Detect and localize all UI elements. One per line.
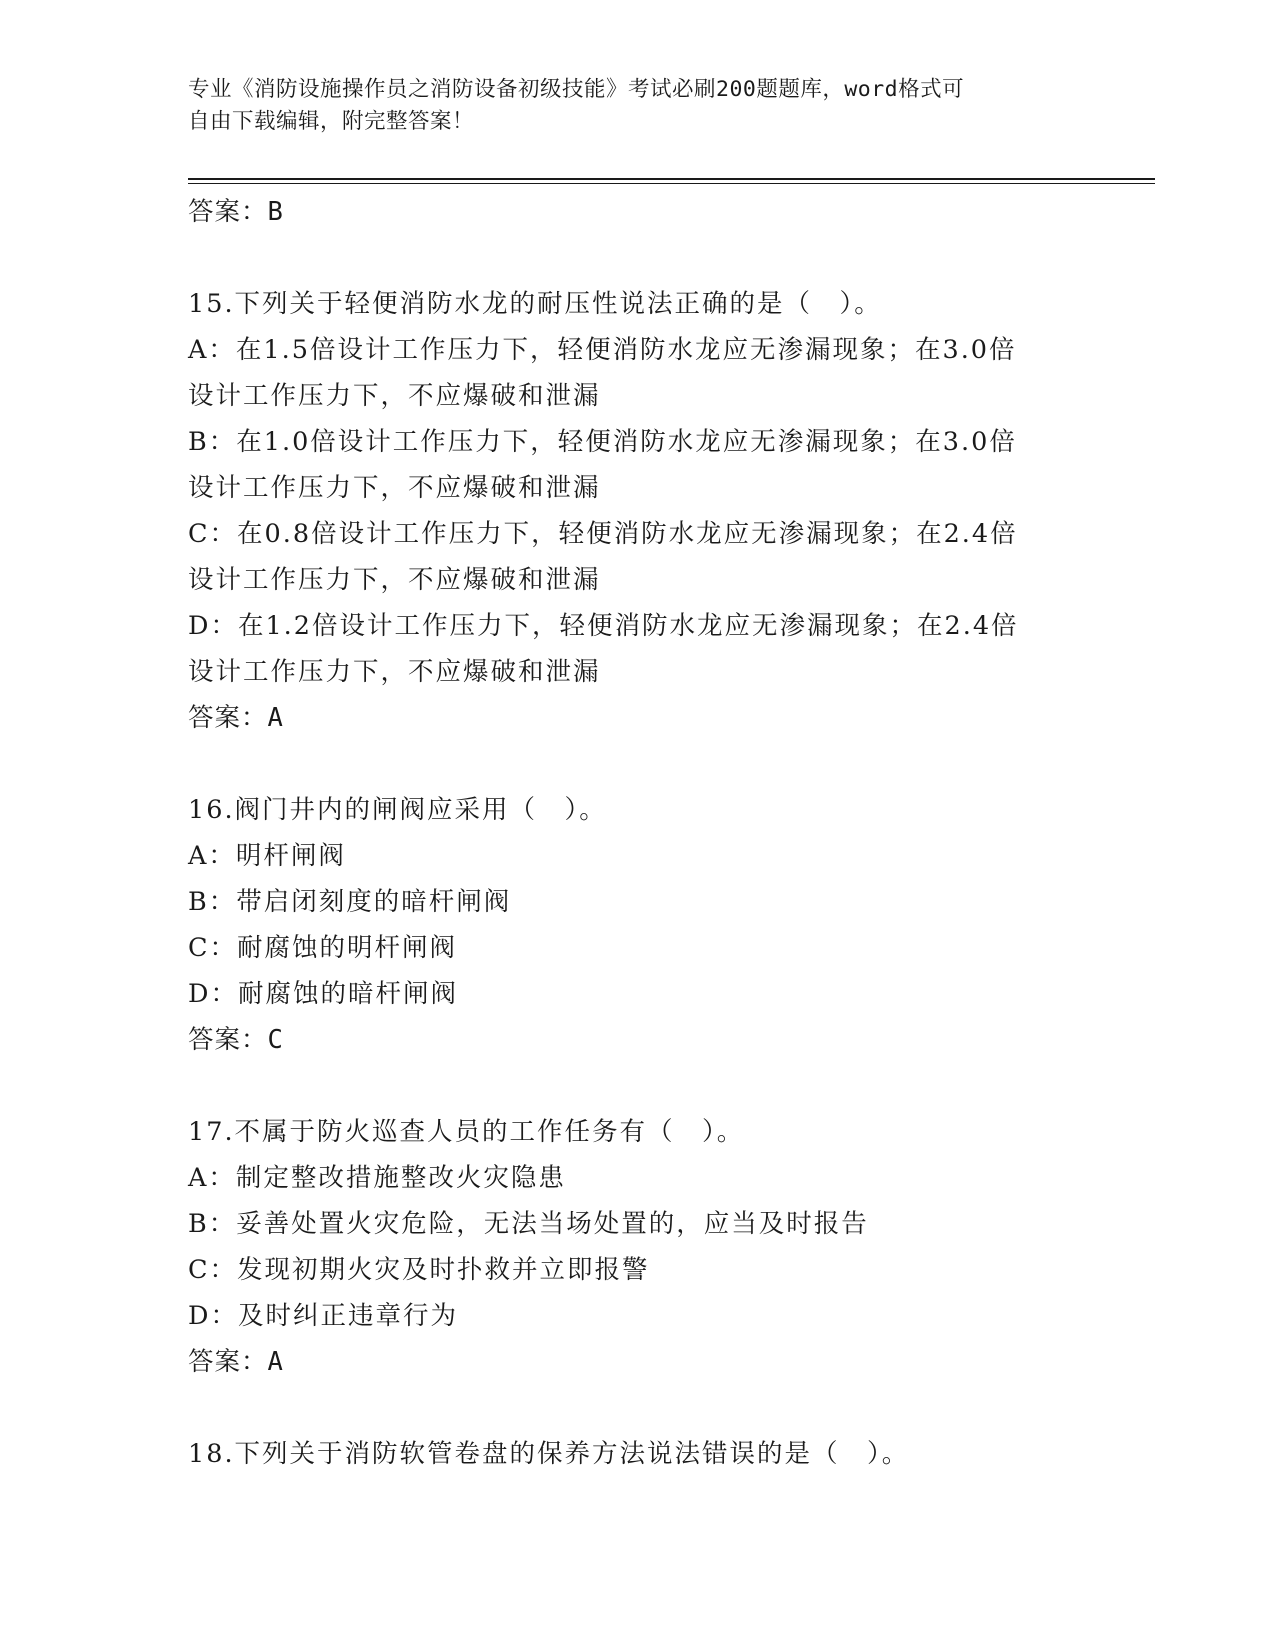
header-line-2: 自由下载编辑，附完整答案！ bbox=[188, 109, 475, 134]
option-a: A：制定整改措施整改火灾隐患 bbox=[188, 1163, 566, 1193]
option-c: C：发现初期火灾及时扑救并立即报警 bbox=[188, 1255, 650, 1285]
question-stem: 17.不属于防火巡查人员的工作任务有（ ）。 bbox=[188, 1117, 745, 1147]
page-header bbox=[188, 74, 1068, 138]
answer: 答案：A bbox=[188, 1347, 284, 1377]
question-18 bbox=[188, 1431, 1088, 1477]
spacer bbox=[188, 1385, 1088, 1431]
option-c-line-2: 设计工作压力下，不应爆破和泄漏 bbox=[188, 565, 601, 595]
question-stem: 15.下列关于轻便消防水龙的耐压性说法正确的是（ ）。 bbox=[188, 289, 882, 319]
spacer bbox=[188, 1063, 1088, 1109]
question-stem: 18.下列关于消防软管卷盘的保养方法说法错误的是（ ）。 bbox=[188, 1439, 910, 1469]
question-16 bbox=[188, 787, 1088, 1063]
option-b: B：带启闭刻度的暗杆闸阀 bbox=[188, 887, 512, 917]
option-b: B：妥善处置火灾危险，无法当场处置的，应当及时报告 bbox=[188, 1209, 869, 1239]
header-divider-thick bbox=[188, 178, 1155, 180]
answer: 答案：C bbox=[188, 1025, 284, 1055]
option-d: D：耐腐蚀的暗杆闸阀 bbox=[188, 979, 458, 1009]
option-d-line-2: 设计工作压力下，不应爆破和泄漏 bbox=[188, 657, 601, 687]
question-list bbox=[188, 189, 1088, 1477]
option-c: C：耐腐蚀的明杆闸阀 bbox=[188, 933, 458, 963]
answer: 答案：A bbox=[188, 703, 284, 733]
option-b-line-1: B：在1.0倍设计工作压力下，轻便消防水龙应无渗漏现象；在3.0倍 bbox=[188, 427, 1017, 457]
option-a-line-1: A：在1.5倍设计工作压力下，轻便消防水龙应无渗漏现象；在3.0倍 bbox=[188, 335, 1017, 365]
option-a-line-2: 设计工作压力下，不应爆破和泄漏 bbox=[188, 381, 601, 411]
question-17 bbox=[188, 1109, 1088, 1385]
option-c-line-1: C：在0.8倍设计工作压力下，轻便消防水龙应无渗漏现象；在2.4倍 bbox=[188, 519, 1018, 549]
question-15 bbox=[188, 281, 1088, 741]
option-a: A：明杆闸阀 bbox=[188, 841, 346, 871]
option-d-line-1: D：在1.2倍设计工作压力下，轻便消防水龙应无渗漏现象；在2.4倍 bbox=[188, 611, 1019, 641]
question-stem: 16.阀门井内的闸阀应采用（ ）。 bbox=[188, 795, 607, 825]
option-b-line-2: 设计工作压力下，不应爆破和泄漏 bbox=[188, 473, 601, 503]
previous-answer: 答案：B bbox=[188, 197, 284, 227]
option-d: D：及时纠正违章行为 bbox=[188, 1301, 458, 1331]
spacer bbox=[188, 741, 1088, 787]
spacer bbox=[188, 235, 1088, 281]
header-line-1: 专业《消防设施操作员之消防设备初级技能》考试必刷200题题库，word格式可 bbox=[188, 77, 965, 102]
header-divider-thin bbox=[188, 183, 1155, 184]
